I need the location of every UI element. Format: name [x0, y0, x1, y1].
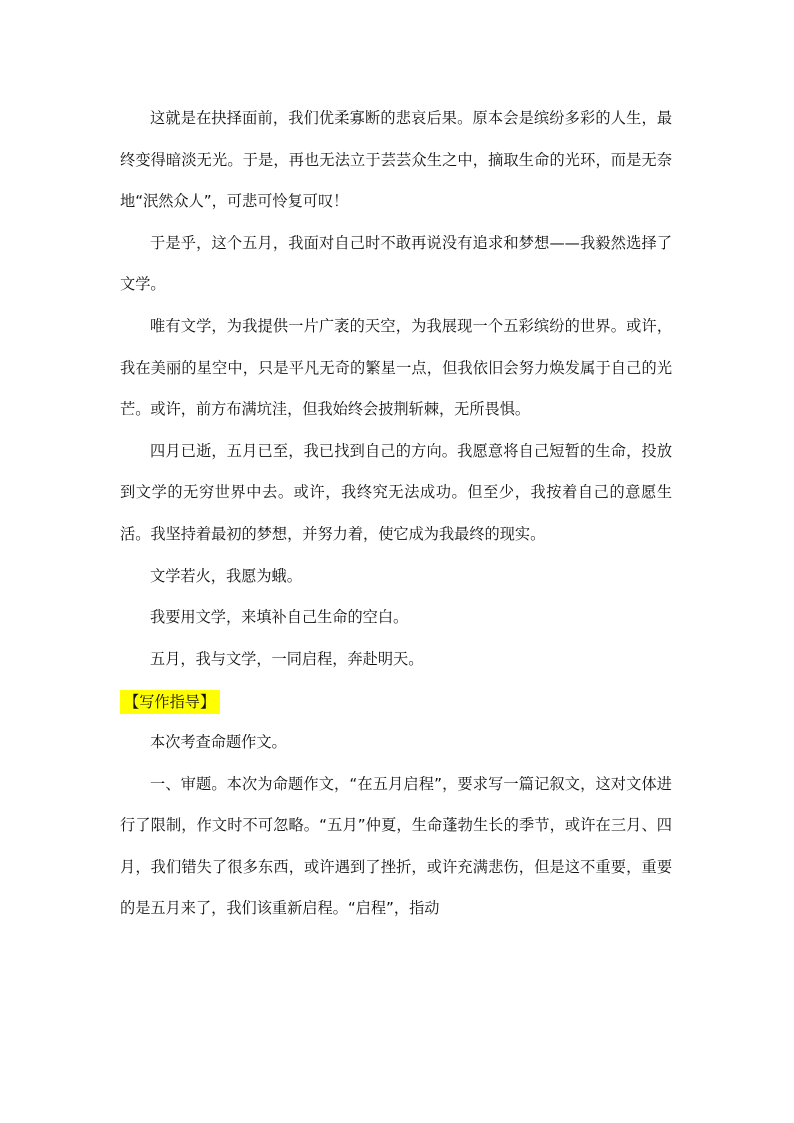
essay-paragraph-7: 五月，我与文学，一同启程，奔赴明天。 — [150, 649, 424, 668]
essay-paragraph-6: 我要用文学，来填补自己生命的空白。 — [150, 608, 409, 627]
guide-heading: 【写作指导】 — [120, 690, 220, 714]
guide-heading-line — [120, 680, 672, 722]
essay-paragraph-5: 文学若火，我愿为蛾。 — [150, 566, 302, 585]
essay-paragraph-4: 四月已逝，五月已至，我已找到自己的方向。我愿意将自己短暂的生命，投放到文学的无穷世界中去。或许，我终究无法成功。但至少，我按着自己的意愿生活。我坚持着最初的梦想，并努力着，使它成为我最终的现实。 — [120, 441, 672, 543]
document-page — [120, 98, 672, 930]
essay-paragraph-1: 这就是在抉择面前，我们优柔寡断的悲哀后果。原本会是缤纷多彩的人生，最终变得暗淡无光。于是，再也无法立于芸芸众生之中，摘取生命的光环，而是无奈地“泯然众人”，可悲可怜复可叹！ — [120, 109, 672, 211]
essay-paragraph-2: 于是乎，这个五月，我面对自己时不敢再说没有追求和梦想——我毅然选择了文学。 — [120, 233, 672, 294]
guide-paragraph-1: 本次考查命题作文。 — [150, 732, 287, 751]
guide-paragraph-2: 一、审题。本次为命题作文，“在五月启程”，要求写一篇记叙文，这对文体进行了限制，作文时不可忽略。“五月”仲夏，生命蓬勃生长的季节，或许在三月、四月，我们错失了很多东西，或许遇到了挫折，或许充满悲伤，但是这不重要，重要的是五月来了，我们该重新启程。“启程”，指动 — [120, 774, 672, 918]
essay-paragraph-3: 唯有文学，为我提供一片广袤的天空，为我展现一个五彩缤纷的世界。或许，我在美丽的星空中，只是平凡无奇的繁星一点，但我依旧会努力焕发属于自己的光芒。或许，前方布满坑洼，但我始终会披荆斩棘，无所畏惧。 — [120, 316, 672, 419]
